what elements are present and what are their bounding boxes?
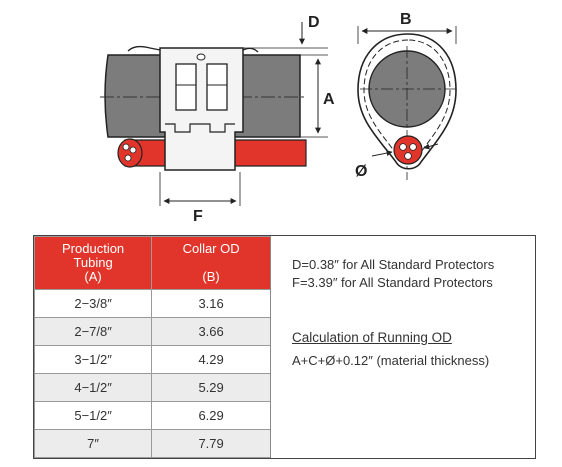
header-col2-line1: Collar OD bbox=[182, 241, 240, 256]
note-d: D=0.38″ for All Standard Protectors bbox=[292, 257, 495, 272]
tubing-cell: 7″ bbox=[35, 430, 152, 458]
dim-label-f: F bbox=[193, 208, 203, 225]
header-collar-od bbox=[152, 237, 271, 290]
standard-notes bbox=[292, 256, 494, 292]
tubing-cell: 3−1/2″ bbox=[35, 346, 152, 374]
dim-label-a: A bbox=[323, 91, 335, 108]
table-header-row bbox=[35, 237, 271, 290]
tubing-cell: 4−1/2″ bbox=[35, 374, 152, 402]
header-production-tubing bbox=[35, 237, 152, 290]
collar-od-cell: 3.16 bbox=[152, 290, 271, 318]
table-row bbox=[35, 430, 271, 458]
side-view bbox=[100, 14, 335, 225]
table-row bbox=[35, 318, 271, 346]
note-f: F=3.39″ for All Standard Protectors bbox=[292, 275, 493, 290]
tubing-cell: 2−7/8″ bbox=[35, 318, 152, 346]
dim-label-b: B bbox=[400, 11, 412, 28]
dim-label-d: D bbox=[308, 14, 320, 31]
table-row bbox=[35, 290, 271, 318]
header-col1-line2: Tubing bbox=[73, 255, 113, 270]
collar-od-cell: 6.29 bbox=[152, 402, 271, 430]
collar-od-cell: 3.66 bbox=[152, 318, 271, 346]
table-row bbox=[35, 374, 271, 402]
table-row bbox=[35, 346, 271, 374]
control-cable-end bbox=[394, 136, 422, 164]
header-col2-line2: (B) bbox=[202, 269, 220, 284]
tubing-cell: 2−3/8″ bbox=[35, 290, 152, 318]
header-col1-line1: Production bbox=[62, 241, 125, 256]
calc-formula: A+C+Ø+0.12″ (material thickness) bbox=[292, 353, 490, 368]
collar-od-cell: 5.29 bbox=[152, 374, 271, 402]
column-divider bbox=[270, 236, 271, 458]
tubing-cell: 5−1/2″ bbox=[35, 402, 152, 430]
tubing-collar-table bbox=[34, 236, 271, 458]
spec-panel bbox=[33, 235, 536, 459]
collar-od-cell: 7.79 bbox=[152, 430, 271, 458]
end-view bbox=[355, 11, 456, 180]
collar-od-cell: 4.29 bbox=[152, 346, 271, 374]
protector-diagram bbox=[0, 0, 562, 232]
header-col1-line3: (A) bbox=[84, 269, 102, 284]
dim-label-phi: Ø bbox=[355, 163, 368, 180]
table-row bbox=[35, 402, 271, 430]
calc-title: Calculation of Running OD bbox=[292, 330, 452, 345]
